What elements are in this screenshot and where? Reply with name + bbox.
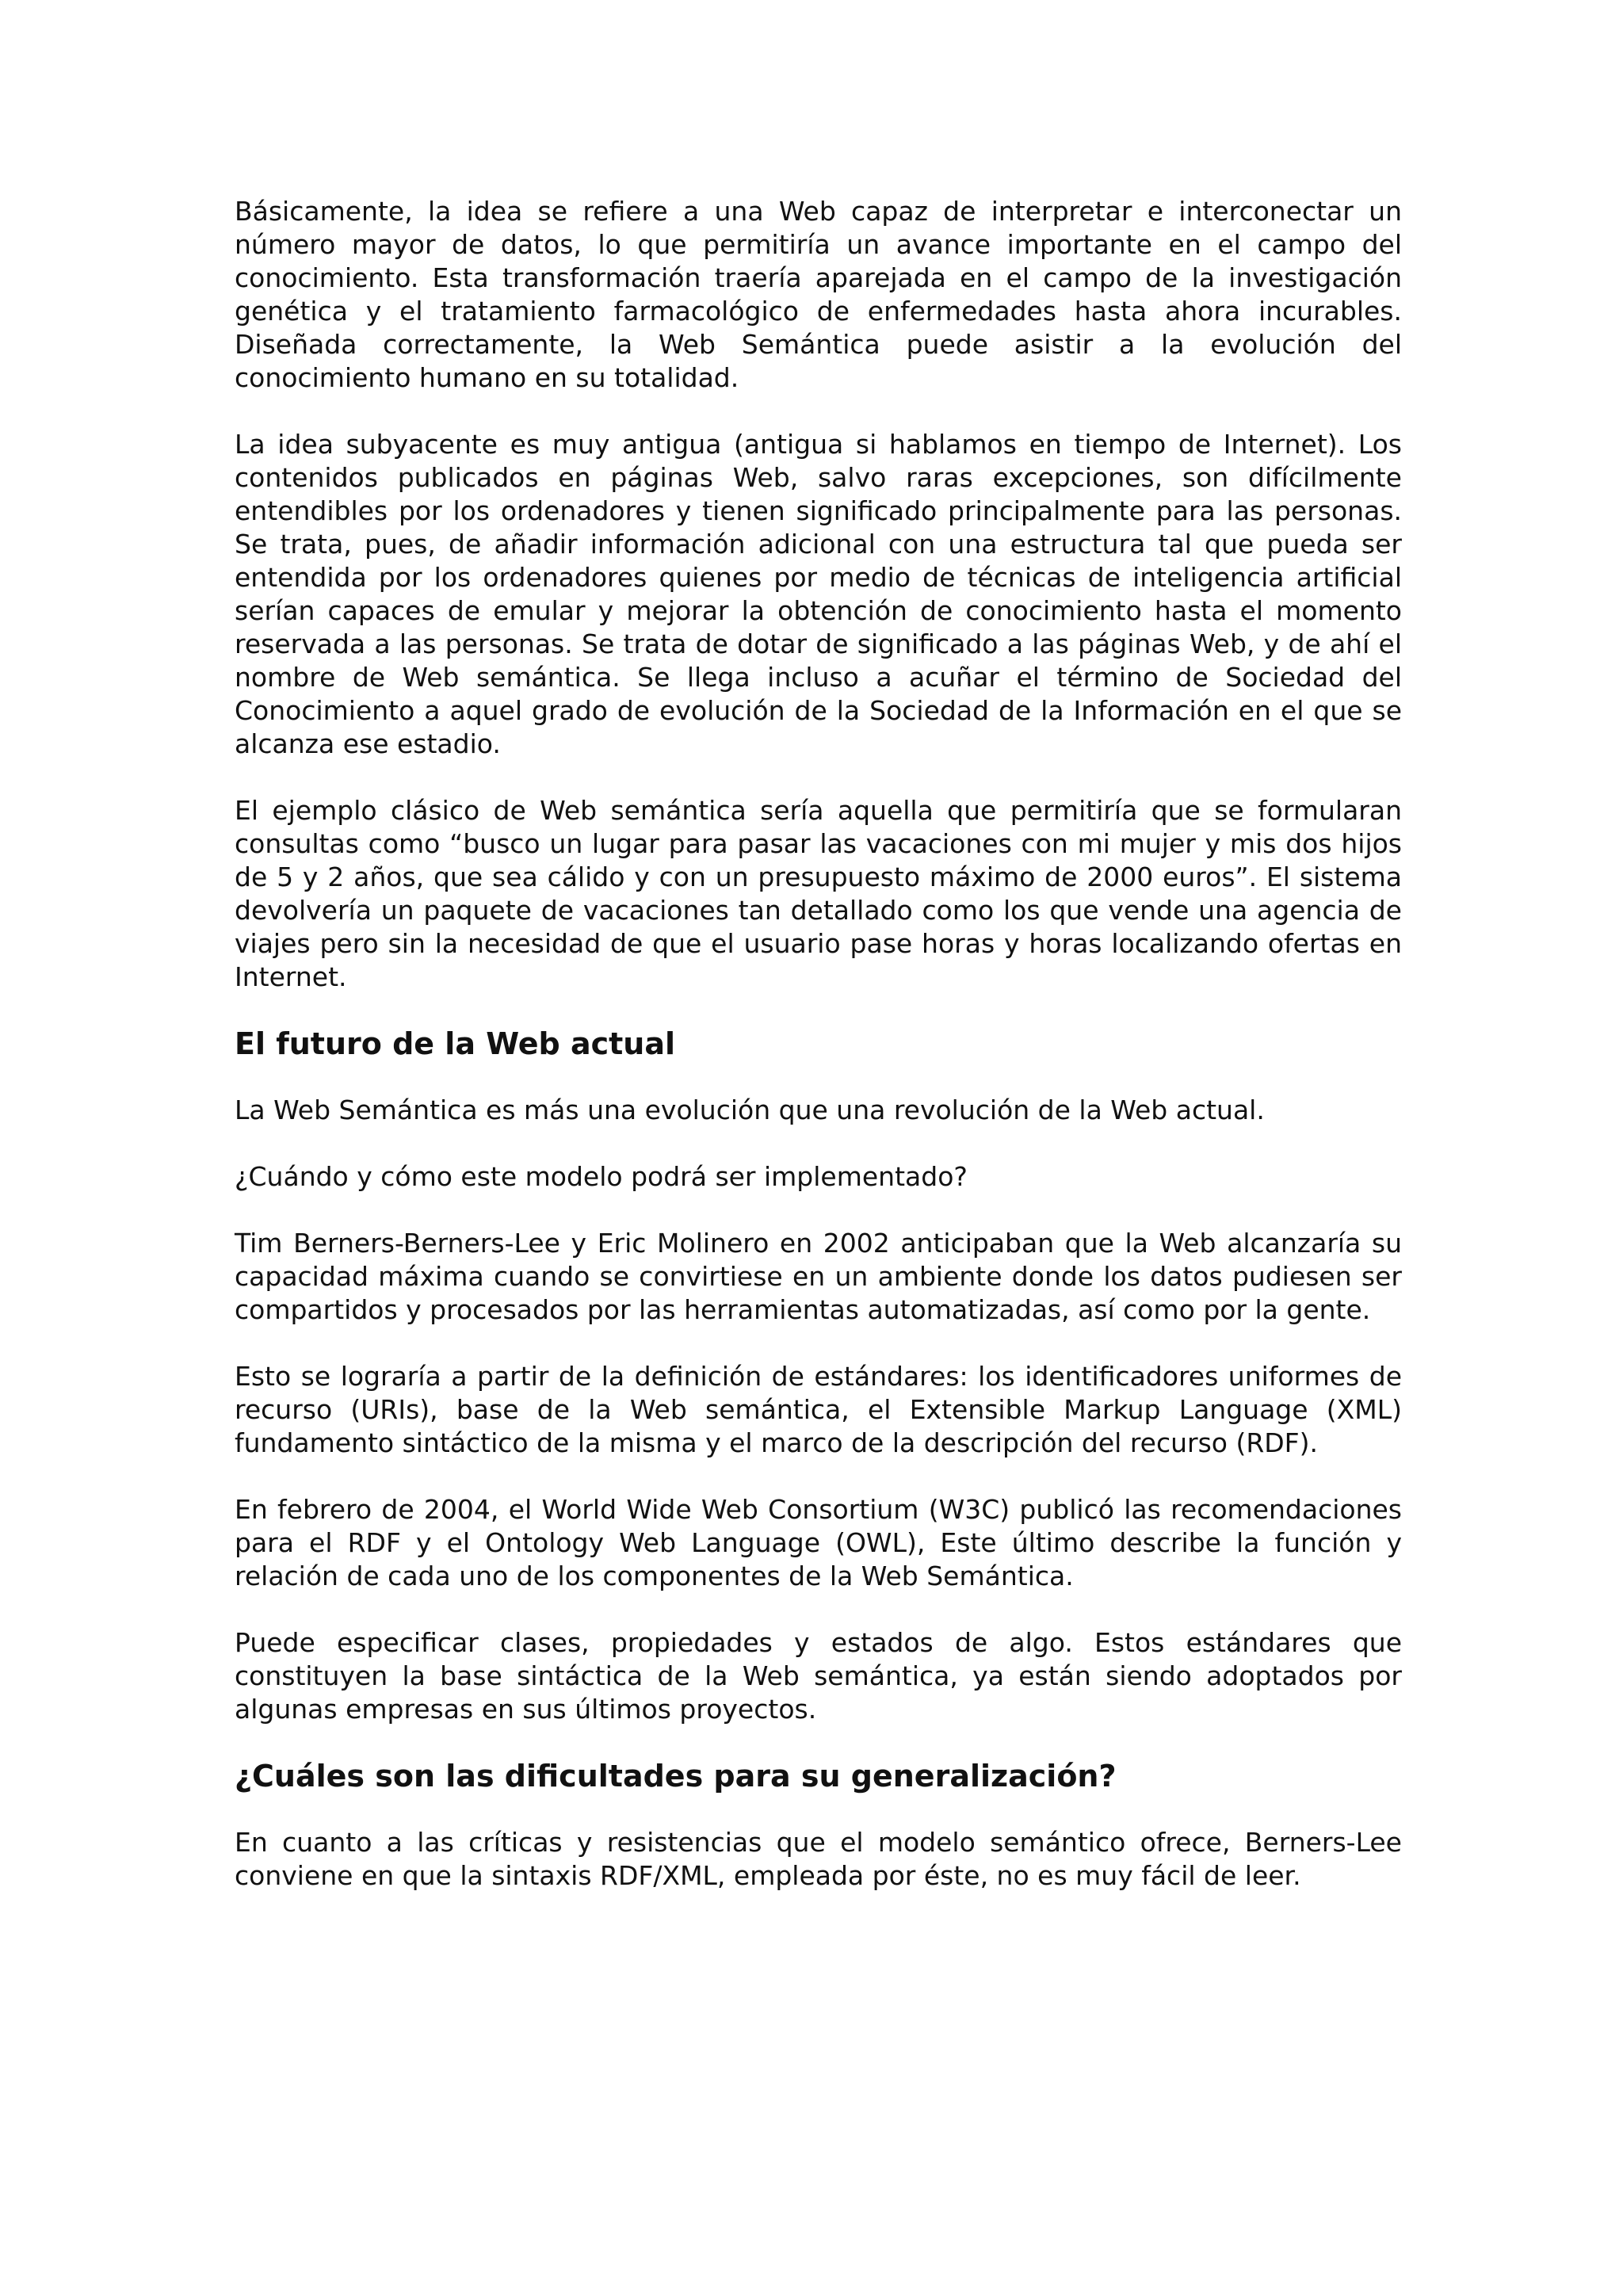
paragraph-intro: Básicamente, la idea se refiere a una Web capaz de interpretar e interconectar un número mayor de datos, lo que permitiría un avance importante en el campo del conocimiento. Esta transformación traería aparejada en el campo de la investigación genética y el tratamiento farmacológico de enfermedades hasta ahora incurables. Diseñada correctamente, la Web Semántica puede asistir a la evolución del conocimiento humano en su totalidad. [235, 196, 1402, 393]
paragraph-berners-lee: Tim Berners-Berners-Lee y Eric Molinero en 2002 anticipaban que la Web alcanzaría su capacidad máxima cuando se convirtiese en un ambiente donde los datos pudiesen ser compartidos y procesados por las herramientas automatizadas, así como por la gente. [235, 1228, 1402, 1325]
paragraph-evolution: La Web Semántica es más una evolución que una revolución de la Web actual. [235, 1095, 1265, 1125]
paragraph-question: ¿Cuándo y cómo este modelo podrá ser implementado? [235, 1161, 968, 1192]
paragraph-underlying-idea: La idea subyacente es muy antigua (antigua si hablamos en tiempo de Internet). Los contenidos publicados en páginas Web, salvo raras excepciones, son difícilmente entendibles por los ordenadores y tienen significado principalmente para las personas. Se trata, pues, de añadir información adicional con una estructura tal que pueda ser entendida por los ordenadores quienes por medio de técnicas de inteligencia artificial serían capaces de emular y mejorar la obtención de conocimiento hasta el momento reservada a las personas. Se trata de dotar de significado a las páginas Web, y de ahí el nombre de Web semántica. Se llega incluso a acuñar el término de Sociedad del Conocimiento a aquel grado de evolución de la Sociedad de la Información en el que se alcanza ese estadio. [235, 429, 1402, 759]
document-body [235, 195, 1402, 1926]
paragraph-criticism: En cuanto a las críticas y resistencias que el modelo semántico ofrece, Berners-Lee conviene en que la sintaxis RDF/XML, empleada por éste, no es muy fácil de leer. [235, 1827, 1402, 1891]
section-heading-difficulties: ¿Cuáles son las dificultades para su generalización? [235, 1759, 1117, 1794]
paragraph-classic-example: El ejemplo clásico de Web semántica sería aquella que permitiría que se formularan consultas como “busco un lugar para pasar las vacaciones con mi mujer y mis dos hijos de 5 y 2 años, que sea cálido y con un presupuesto máximo de 2000 euros”. El sistema devolvería un paquete de vacaciones tan detallado como los que vende una agencia de viajes pero sin la necesidad de que el usuario pase horas y horas localizando ofertas en Internet. [235, 795, 1402, 992]
paragraph-w3c: En febrero de 2004, el World Wide Web Consortium (W3C) publicó las recomendaciones para el RDF y el Ontology Web Language (OWL), Este último describe la función y relación de cada uno de los componentes de la Web Semántica. [235, 1494, 1402, 1591]
paragraph-standards: Esto se lograría a partir de la definición de estándares: los identificadores uniformes de recurso (URIs), base de la Web semántica, el Extensible Markup Language (XML) fundamento sintáctico de la misma y el marco de la descripción del recurso (RDF). [235, 1361, 1402, 1458]
section-heading-future: El futuro de la Web actual [235, 1026, 676, 1061]
paragraph-classes: Puede especificar clases, propiedades y estados de algo. Estos estándares que constituyen la base sintáctica de la Web semántica, ya están siendo adoptados por algunas empresas en sus últimos proyectos. [235, 1627, 1402, 1725]
